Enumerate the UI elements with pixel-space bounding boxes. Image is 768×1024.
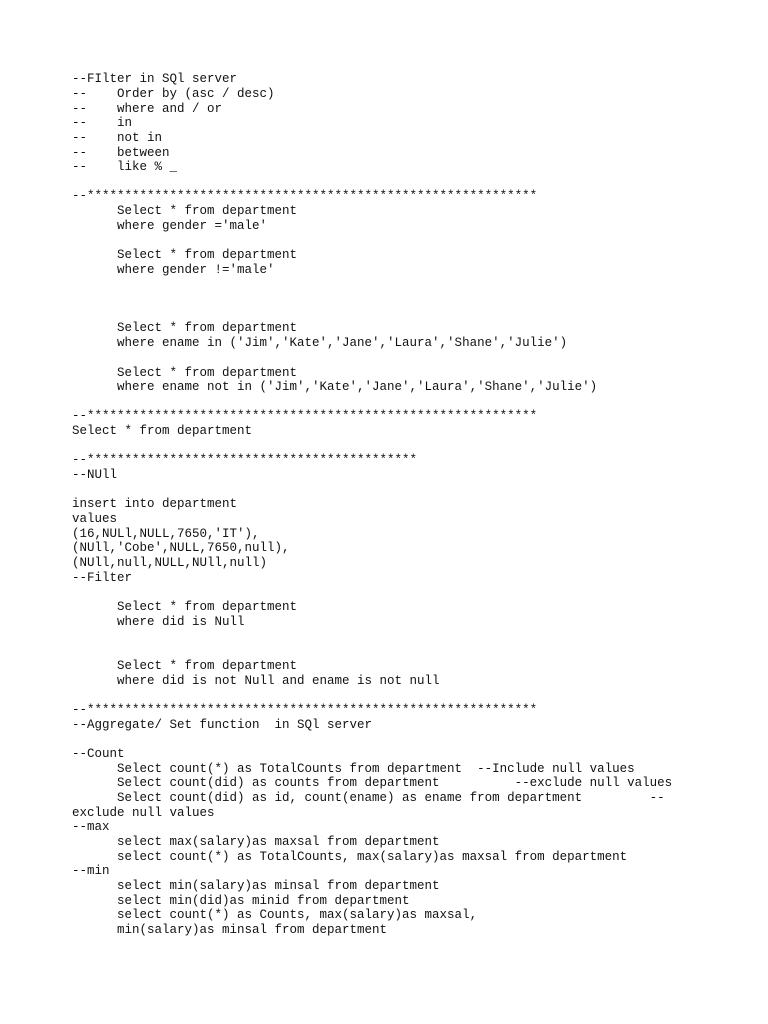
text-line: where gender !='male': [72, 263, 275, 277]
text-line: Select * from department: [72, 424, 253, 438]
text-line: --NUll: [72, 468, 118, 482]
text-line: -- Order by (asc / desc): [72, 87, 275, 101]
text-line: select count(*) as Counts, max(salary)as maxsal,: [72, 908, 478, 922]
separator-line: --************************************************************: [72, 703, 538, 717]
text-line: where gender ='male': [72, 219, 268, 233]
text-line: exclude null values: [72, 806, 215, 820]
text-line: insert into department: [72, 497, 238, 511]
text-line: (NUll,null,NULL,NUll,null): [72, 556, 268, 570]
text-line: Select count(did) as counts from department --exclude null values: [72, 776, 673, 790]
text-line: where did is Null: [72, 615, 245, 629]
text-line: --max: [72, 820, 110, 834]
text-line: -- not in: [72, 131, 163, 145]
text-line: Select * from department: [72, 321, 298, 335]
text-line: select max(salary)as maxsal from department: [72, 835, 440, 849]
text-line: where ename not in ('Jim','Kate','Jane','Laura','Shane','Julie'): [72, 380, 598, 394]
text-line: min(salary)as minsal from department: [72, 923, 388, 937]
text-line: Select * from department: [72, 248, 298, 262]
text-line: -- between: [72, 146, 170, 160]
text-line: -- in: [72, 116, 133, 130]
text-line: select min(salary)as minsal from department: [72, 879, 440, 893]
text-line: --FIlter in SQl server: [72, 72, 238, 86]
text-line: values: [72, 512, 118, 526]
separator-line: --********************************************: [72, 453, 418, 467]
text-line: where did is not Null and ename is not null: [72, 674, 440, 688]
text-line: Select count(did) as id, count(ename) as ename from department --: [72, 791, 665, 805]
separator-line: --************************************************************: [72, 189, 538, 203]
text-line: (NUll,'Cobe',NULL,7650,null),: [72, 541, 290, 555]
text-line: Select * from department: [72, 659, 298, 673]
text-line: Select * from department: [72, 600, 298, 614]
text-line: --Filter: [72, 571, 133, 585]
text-line: Select * from department: [72, 366, 298, 380]
text-line: Select count(*) as TotalCounts from department --Include null values: [72, 762, 635, 776]
text-line: --Aggregate/ Set function in SQl server: [72, 718, 373, 732]
text-line: where ename in ('Jim','Kate','Jane','Laura','Shane','Julie'): [72, 336, 568, 350]
text-line: Select * from department: [72, 204, 298, 218]
text-line: --Count: [72, 747, 125, 761]
text-line: -- like % _: [72, 160, 178, 174]
text-line: select min(did)as minid from department: [72, 894, 410, 908]
text-line: select count(*) as TotalCounts, max(salary)as maxsal from department: [72, 850, 628, 864]
separator-line: --************************************************************: [72, 409, 538, 423]
text-line: -- where and / or: [72, 102, 223, 116]
text-line: --min: [72, 864, 110, 878]
text-line: (16,NULl,NULL,7650,'IT'),: [72, 527, 260, 541]
